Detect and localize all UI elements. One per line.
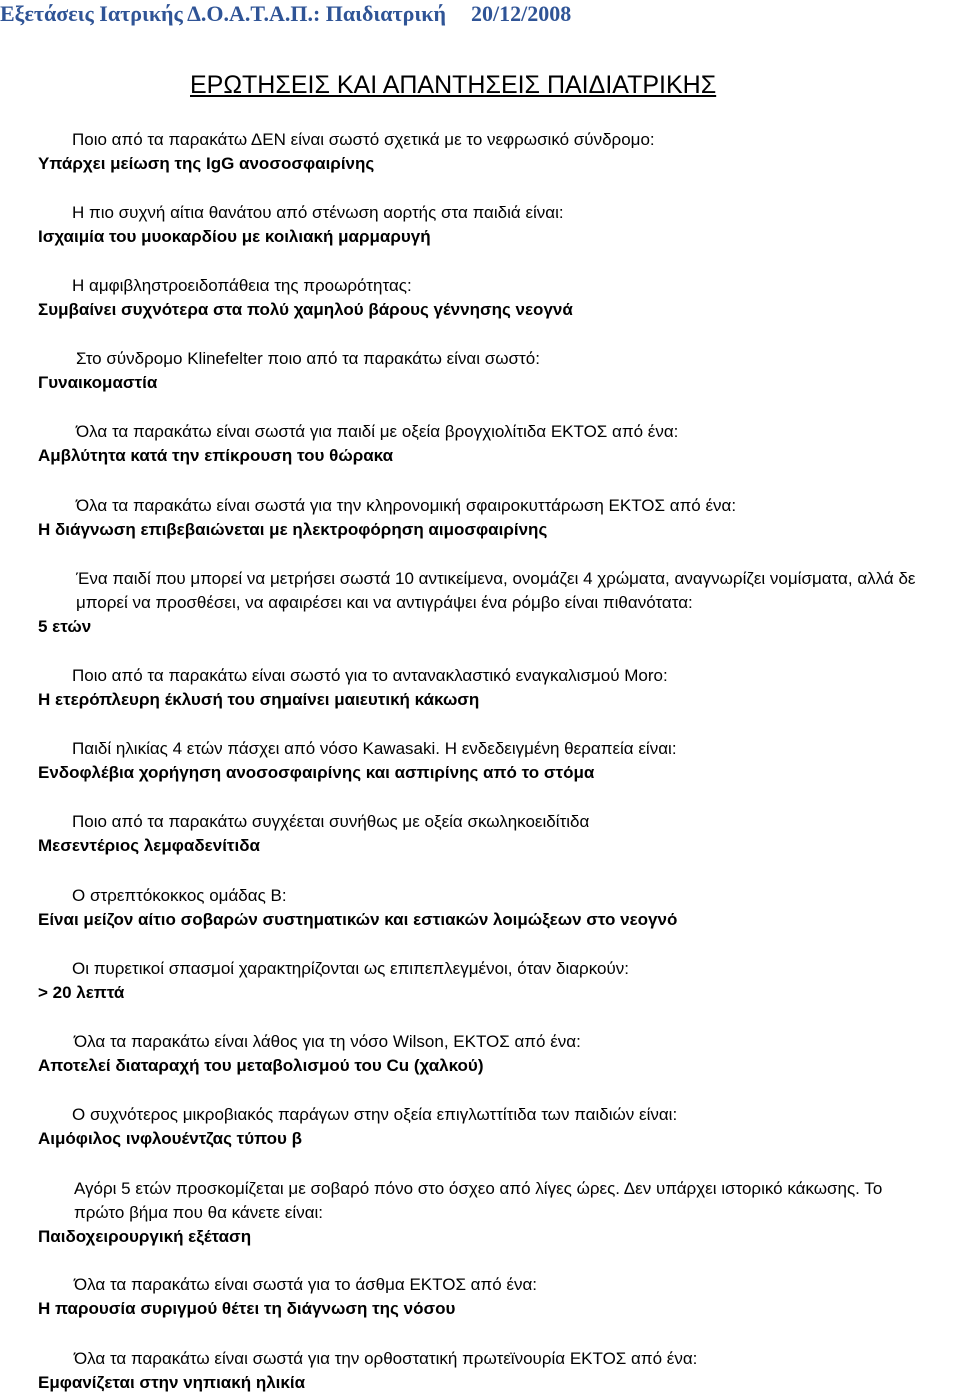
answer-text: Αποτελεί διαταραχή του μεταβολισμού του Cu (χαλκού) [38, 1056, 484, 1075]
qa-item [0, 1347, 960, 1395]
question-text: Ο στρεπτόκοκκος ομάδας Β: [72, 886, 287, 905]
header-date: 20/12/2008 [470, 1, 572, 26]
answer-text: Παιδοχειρουργική εξέταση [38, 1227, 252, 1246]
answer-text: Αιμόφιλος ινφλουέντζας τύπου β [38, 1129, 303, 1148]
answer-text: Εμφανίζεται στην νηπιακή ηλικία [38, 1373, 306, 1392]
answer-text: Αμβλύτητα κατά την επίκρουση του θώρακα [38, 446, 394, 465]
document-title-text: ΕΡΩΤΗΣΕΙΣ ΚΑΙ ΑΠΑΝΤΗΣΕΙΣ ΠΑΙΔΙΑΤΡΙΚΗΣ [190, 71, 717, 99]
question-text: Όλα τα παρακάτω είναι σωστά για την ορθοστατική πρωτεϊνουρία ΕΚΤΟΣ από ένα: [74, 1349, 698, 1368]
question-text: Η αμφιβληστροειδοπάθεια της προωρότητας: [72, 276, 412, 295]
question-text: Ποιο από τα παρακάτω συγχέεται συνήθως με οξεία σκωληκοειδίτιδα [72, 812, 590, 831]
answer-text: Γυναικομαστία [38, 373, 158, 392]
question-text: Ο συχνότερος μικροβιακός παράγων στην οξεία επιγλωττίτιδα των παιδιών είναι: [72, 1105, 678, 1124]
qa-item [0, 1177, 960, 1249]
qa-item [0, 957, 960, 1005]
qa-item [0, 128, 960, 176]
answer-text: Ισχαιμία του μυοκαρδίου με κοιλιακή μαρμαρυγή [38, 227, 431, 246]
question-text: πρώτο βήμα που θα κάνετε είναι: [74, 1203, 324, 1222]
answer-text: > 20 λεπτά [38, 983, 125, 1002]
question-text: Όλα τα παρακάτω είναι λάθος για τη νόσο Wilson, ΕΚΤΟΣ από ένα: [74, 1032, 581, 1051]
qa-item [0, 884, 960, 932]
page-header [0, 0, 960, 28]
question-text: Παιδί ηλικίας 4 ετών πάσχει από νόσο Kawasaki. Η ενδεδειγμένη θεραπεία είναι: [72, 739, 677, 758]
answer-text: Ενδοφλέβια χορήγηση ανοσοσφαιρίνης και ασπιρίνης από το στόμα [38, 763, 595, 782]
qa-item [0, 810, 960, 858]
question-text: Αγόρι 5 ετών προσκομίζεται με σοβαρό πόνο στο όσχεο από λίγες ώρες. Δεν υπάρχει ιστορικό κάκωσης. Το [74, 1179, 883, 1198]
answer-text: Είναι μείζον αίτιο σοβαρών συστηματικών και εστιακών λοιμώξεων στο νεογνό [38, 910, 678, 929]
question-text: Όλα τα παρακάτω είναι σωστά για την κληρονομική σφαιροκυττάρωση ΕΚΤΟΣ από ένα: [76, 496, 737, 515]
question-text: Ένα παιδί που μπορεί να μετρήσει σωστά 10 αντικείμενα, ονομάζει 4 χρώματα, αναγνωρίζει νομίσματα, αλλά δε [76, 569, 916, 588]
qa-item [0, 201, 960, 249]
document-title [190, 70, 716, 100]
qa-item [0, 274, 960, 322]
question-text: Όλα τα παρακάτω είναι σωστά για παιδί με οξεία βρογχιολίτιδα ΕΚΤΟΣ από ένα: [76, 422, 679, 441]
qa-item [0, 347, 960, 395]
qa-item [0, 664, 960, 712]
answer-text: Η διάγνωση επιβεβαιώνεται με ηλεκτροφόρηση αιμοσφαιρίνης [38, 520, 548, 539]
answer-text: Μεσεντέριος λεμφαδενίτιδα [38, 836, 260, 855]
qa-item [0, 1273, 960, 1321]
answer-text: Συμβαίνει συχνότερα στα πολύ χαμηλού βάρους γέννησης νεογνά [38, 300, 573, 319]
question-text: Ποιο από τα παρακάτω ΔΕΝ είναι σωστό σχετικά με το νεφρωσικό σύνδρομο: [72, 130, 655, 149]
qa-item [0, 1103, 960, 1151]
answer-text: Η ετερόπλευρη έκλυσή του σημαίνει μαιευτική κάκωση [38, 690, 480, 709]
question-text: Όλα τα παρακάτω είναι σωστά για το άσθμα ΕΚΤΟΣ από ένα: [74, 1275, 538, 1294]
qa-item [0, 567, 960, 639]
question-text: Η πιο συχνή αίτια θανάτου από στένωση αορτής στα παιδιά είναι: [72, 203, 564, 222]
qa-item [0, 420, 960, 468]
qa-item [0, 494, 960, 542]
header-specialty: Παιδιατρική [325, 1, 446, 26]
question-text: Ποιο από τα παρακάτω είναι σωστό για το αντανακλαστικό εναγκαλισμού Moro: [72, 666, 668, 685]
qa-item [0, 737, 960, 785]
qa-item [0, 1030, 960, 1078]
answer-text: Η παρουσία συριγμού θέτει τη διάγνωση της νόσου [38, 1299, 456, 1318]
question-text: μπορεί να προσθέσει, να αφαιρέσει και να αντιγράψει ένα ρόμβο είναι πιθανότατα: [76, 593, 693, 612]
answer-text: Υπάρχει μείωση της IgG ανοσοσφαιρίνης [38, 154, 375, 173]
header-exam-name: Εξετάσεις Ιατρικής Δ.Ο.Α.Τ.Α.Π.: [0, 1, 321, 26]
question-text: Οι πυρετικοί σπασμοί χαρακτηρίζονται ως επιπεπλεγμένοι, όταν διαρκούν: [72, 959, 629, 978]
answer-text: 5 ετών [38, 617, 92, 636]
question-text: Στο σύνδρομο Klinefelter ποιο από τα παρακάτω είναι σωστό: [76, 349, 540, 368]
